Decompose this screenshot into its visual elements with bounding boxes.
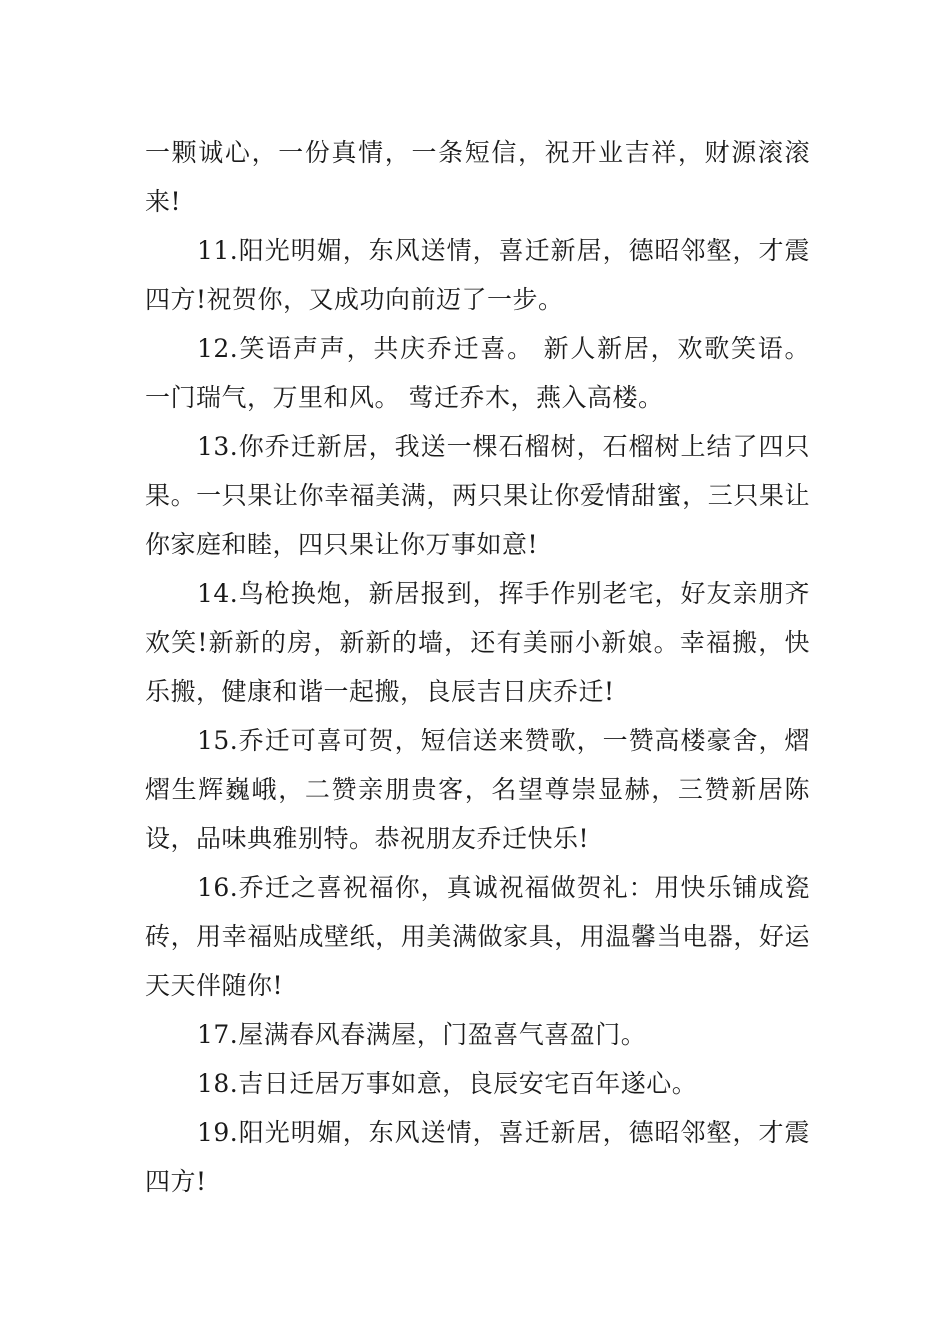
paragraph: 14.鸟枪换炮，新居报到，挥手作别老宅，好友亲朋齐欢笑!新新的房，新新的墙，还有美丽小新娘。幸福搬，快乐搬，健康和谐一起搬，良辰吉日庆乔迁! (145, 579, 810, 706)
document-body (145, 128, 810, 1206)
paragraph: 18.吉日迁居万事如意，良辰安宅百年遂心。 (197, 1069, 698, 1098)
paragraph: 13.你乔迁新居，我送一棵石榴树，石榴树上结了四只果。一只果让你幸福美满，两只果让你爱情甜蜜，三只果让你家庭和睦，四只果让你万事如意! (145, 432, 810, 559)
paragraph: 19.阳光明媚，东风送情，喜迁新居，德昭邻壑，才震四方! (145, 1118, 810, 1196)
paragraph: 17.屋满春风春满屋，门盈喜气喜盈门。 (197, 1020, 647, 1049)
paragraph: 11.阳光明媚，东风送情，喜迁新居，德昭邻壑，才震四方!祝贺你，又成功向前迈了一步。 (145, 236, 810, 314)
paragraph: 15.乔迁可喜可贺，短信送来赞歌，一赞高楼豪舍，熠熠生辉巍峨，二赞亲朋贵客，名望尊崇显赫，三赞新居陈设，品味典雅别特。恭祝朋友乔迁快乐! (145, 726, 810, 853)
paragraph: 12.笑语声声，共庆乔迁喜。 新人新居，欢歌笑语。 一门瑞气，万里和风。 莺迁乔木，燕入高楼。 (145, 334, 810, 412)
paragraph: 一颗诚心，一份真情，一条短信，祝开业吉祥，财源滚滚来! (145, 138, 810, 216)
paragraph: 16.乔迁之喜祝福你，真诚祝福做贺礼：用快乐铺成瓷砖，用幸福贴成壁纸，用美满做家具，用温馨当电器，好运天天伴随你! (145, 873, 810, 1000)
